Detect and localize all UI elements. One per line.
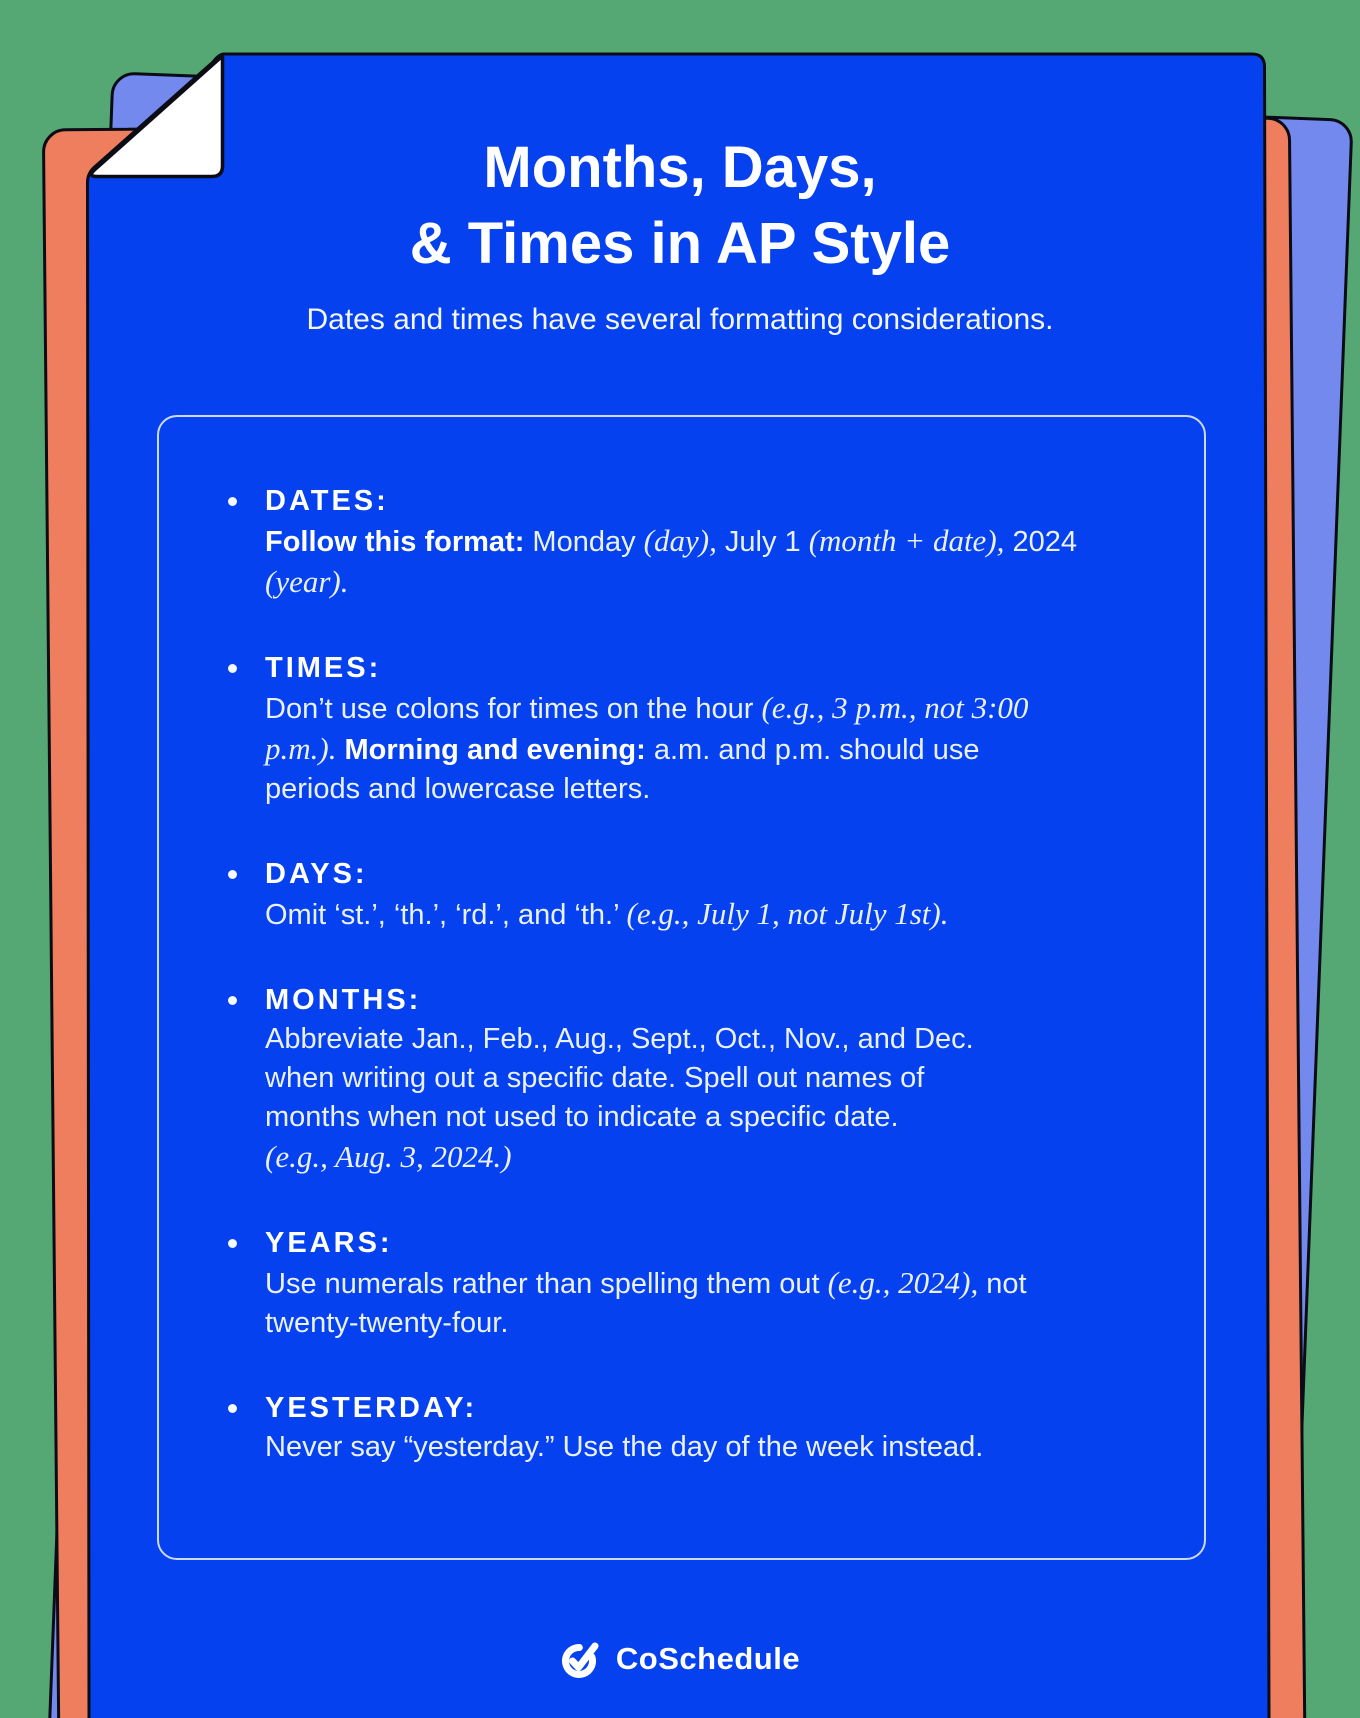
text-segment: a.m. and p.m. should use bbox=[645, 734, 980, 766]
text-segment: Don’t use colons for times on the hour bbox=[265, 693, 762, 725]
bullet-dot bbox=[228, 996, 237, 1005]
page-title-line2: & Times in AP Style bbox=[409, 211, 951, 276]
section-body-line bbox=[265, 521, 1077, 562]
section-label: MONTHS: bbox=[265, 984, 422, 1016]
section-body-line bbox=[265, 562, 1077, 603]
text-segment: (day), bbox=[643, 523, 717, 558]
section-days bbox=[228, 855, 1174, 935]
text-segment: Omit ‘st.’, ‘th.’, ‘rd.’, and ‘th.’ bbox=[265, 899, 627, 931]
brand-name: CoSchedule bbox=[615, 1641, 801, 1676]
section-label: DATES: bbox=[265, 485, 389, 517]
text-segment: twenty-twenty-four. bbox=[265, 1307, 509, 1339]
text-segment: Follow this format: bbox=[265, 526, 525, 558]
section-text bbox=[265, 1389, 983, 1467]
content-box bbox=[157, 415, 1206, 1560]
section-body-line bbox=[265, 688, 1028, 729]
page-title bbox=[90, 130, 1270, 282]
text-segment: periods and lowercase letters. bbox=[265, 773, 651, 805]
page-subtitle: Dates and times have several formatting considerations. bbox=[306, 303, 1054, 336]
text-segment: when writing out a specific date. Spell out names of bbox=[265, 1062, 925, 1094]
brand-logo bbox=[0, 1636, 1360, 1682]
coschedule-logo-icon bbox=[560, 1637, 604, 1681]
section-text bbox=[265, 649, 1028, 809]
section-body-line bbox=[265, 1098, 974, 1137]
section-text bbox=[265, 482, 1077, 603]
section-body-line bbox=[265, 770, 1028, 809]
section-label: TIMES: bbox=[265, 652, 382, 684]
section-body-line bbox=[265, 1059, 974, 1098]
bullet-dot bbox=[228, 1404, 237, 1413]
page-title-line1: Months, Days, bbox=[483, 135, 877, 200]
section-label: DAYS: bbox=[265, 858, 368, 890]
text-segment: 2024 bbox=[1004, 526, 1077, 558]
bullet-dot bbox=[228, 497, 237, 506]
bullet-dot bbox=[228, 1239, 237, 1248]
text-segment: Monday bbox=[524, 526, 644, 558]
text-segment: Never say “yesterday.” Use the day of the week instead. bbox=[265, 1431, 984, 1463]
text-segment: (e.g., 2024), bbox=[827, 1265, 979, 1300]
text-segment: July 1 bbox=[716, 526, 809, 558]
section-text bbox=[265, 855, 949, 935]
rules-list bbox=[228, 482, 1174, 1513]
text-segment: not bbox=[978, 1268, 1027, 1300]
text-segment: (e.g., July 1, not July 1st). bbox=[626, 896, 949, 931]
section-body-line bbox=[265, 1428, 983, 1467]
text-segment: Abbreviate Jan., Feb., Aug., Sept., Oct., Nov., and Dec. bbox=[265, 1023, 974, 1055]
section-text bbox=[265, 1224, 1027, 1343]
bullet-dot bbox=[228, 870, 237, 879]
section-body-line bbox=[265, 1020, 974, 1059]
section-body-line bbox=[265, 729, 1028, 770]
text-segment: Morning and evening: bbox=[336, 734, 646, 766]
bullet-dot bbox=[228, 664, 237, 673]
text-segment: (e.g., 3 p.m., not 3:00 bbox=[761, 690, 1029, 725]
text-segment: p.m.). bbox=[265, 731, 337, 766]
section-body-line bbox=[265, 1263, 1027, 1304]
text-segment: Use numerals rather than spelling them out bbox=[265, 1268, 828, 1300]
section-months bbox=[228, 981, 1174, 1178]
section-years bbox=[228, 1224, 1174, 1343]
text-segment: (year). bbox=[265, 564, 349, 599]
text-segment: (e.g., Aug. 3, 2024.) bbox=[265, 1139, 512, 1174]
text-segment: months when not used to indicate a specific date. bbox=[265, 1101, 899, 1133]
section-body-line bbox=[265, 1137, 974, 1178]
section-body-line bbox=[265, 894, 949, 935]
section-body-line bbox=[265, 1304, 1027, 1343]
section-dates bbox=[228, 482, 1174, 603]
section-label: YEARS: bbox=[265, 1227, 393, 1259]
section-times bbox=[228, 649, 1174, 809]
section-label: YESTERDAY: bbox=[265, 1392, 478, 1424]
section-yesterday bbox=[228, 1389, 1174, 1467]
section-text bbox=[265, 981, 974, 1178]
text-segment: (month + date), bbox=[808, 523, 1005, 558]
